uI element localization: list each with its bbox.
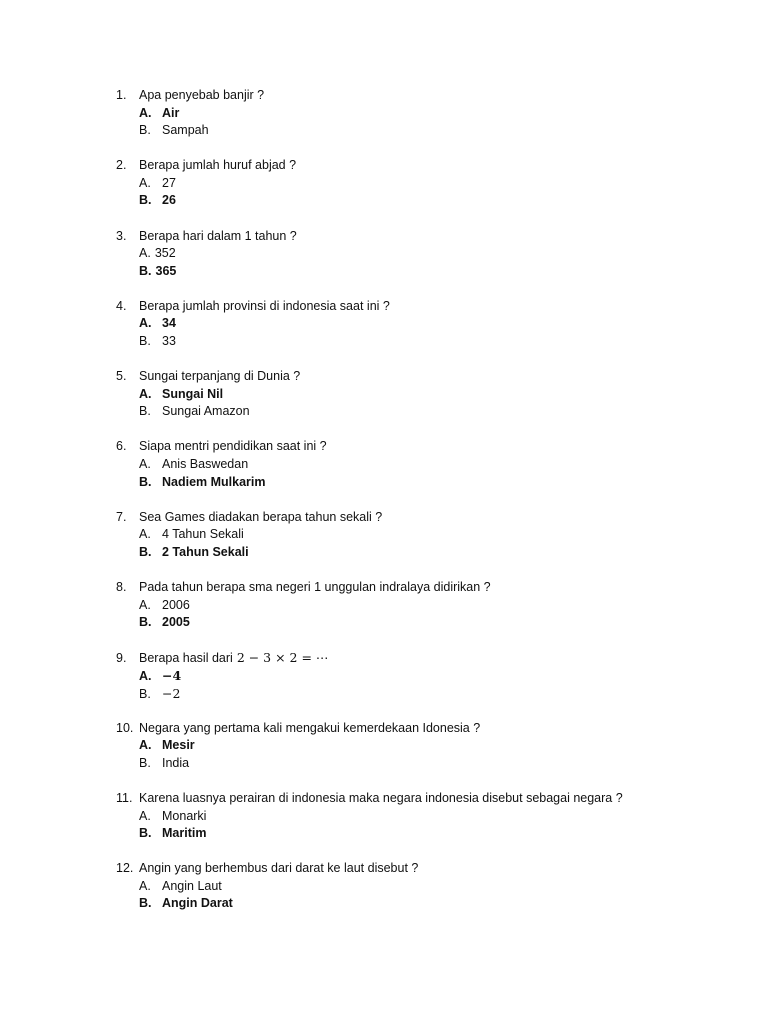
option-text: Sampah <box>162 123 209 138</box>
question-line <box>116 87 736 105</box>
question-number: 12. <box>116 861 134 876</box>
question-number: 8. <box>116 580 127 595</box>
option-text: 26 <box>162 193 176 208</box>
question-text: Apa penyebab banjir ? <box>139 88 265 102</box>
question-line <box>116 720 736 738</box>
question-item <box>116 720 736 790</box>
option-letter: B. <box>139 896 152 911</box>
answer-option <box>116 474 736 492</box>
option-letter: B. <box>139 334 151 349</box>
option-text: Maritim <box>162 826 207 841</box>
answer-option <box>116 878 736 896</box>
question-number: 1. <box>116 88 127 102</box>
answer-option <box>116 737 736 755</box>
question-number: 11. <box>116 790 133 805</box>
option-letter: A. <box>139 316 152 331</box>
answer-option <box>116 105 736 123</box>
option-letter: B. <box>139 474 152 489</box>
answer-option <box>116 175 736 193</box>
option-text: Sungai Amazon <box>162 404 250 419</box>
question-item <box>116 790 736 860</box>
answer-option <box>116 456 736 474</box>
question-number: 9. <box>116 651 127 666</box>
option-letter: B. <box>139 686 151 701</box>
answer-option <box>116 685 736 703</box>
question-text: Karena luasnya perairan di indonesia maka negara indonesia disebut sebagai negara ? <box>139 790 623 805</box>
option-letter: B. <box>139 755 151 770</box>
answer-option <box>116 808 736 826</box>
option-letter: A. <box>139 386 152 401</box>
question-text: Sungai terpanjang di Dunia ? <box>139 369 301 384</box>
question-item <box>116 157 736 227</box>
question-list <box>116 87 736 931</box>
answer-option <box>116 544 736 562</box>
option-text: Nadiem Mulkarim <box>162 474 266 489</box>
answer-option <box>116 386 736 404</box>
option-letter: B. <box>139 123 151 138</box>
option-text: Angin Darat <box>162 896 233 911</box>
answer-option <box>116 263 736 281</box>
question-item <box>116 649 736 719</box>
option-letter: B. <box>139 193 152 208</box>
question-line <box>116 509 736 527</box>
option-text: Angin Laut <box>162 878 222 893</box>
question-line <box>116 157 736 175</box>
option-text: −4 <box>162 667 182 683</box>
answer-option <box>116 245 736 263</box>
question-line <box>116 228 736 246</box>
answer-option <box>116 825 736 843</box>
question-line <box>116 790 736 808</box>
answer-option <box>116 667 736 685</box>
option-letter: A. <box>139 738 152 753</box>
question-item <box>116 509 736 579</box>
option-letter: A. <box>139 878 151 893</box>
question-text: Negara yang pertama kali mengakui kemerdekaan Idonesia ? <box>139 720 481 735</box>
option-letter: A. <box>139 246 151 261</box>
question-text: Pada tahun berapa sma negeri 1 unggulan indralaya didirikan ? <box>139 580 491 595</box>
question-item <box>116 298 736 368</box>
question-text: Berapa jumlah huruf abjad ? <box>139 158 297 173</box>
question-number: 7. <box>116 509 127 524</box>
option-letter: B. <box>139 404 151 419</box>
question-number: 10. <box>116 720 134 735</box>
option-text: −2 <box>162 685 181 701</box>
option-text: 34 <box>162 316 176 331</box>
question-number: 4. <box>116 298 127 313</box>
option-text: 365 <box>155 263 177 278</box>
answer-option <box>116 403 736 421</box>
question-item <box>116 438 736 508</box>
question-item <box>116 579 736 649</box>
question-line <box>116 298 736 316</box>
option-text: Sungai Nil <box>162 386 224 401</box>
question-text: Angin yang berhembus dari darat ke laut disebut ? <box>139 861 419 876</box>
option-letter: A. <box>139 527 151 542</box>
question-line <box>116 368 736 386</box>
answer-option <box>116 755 736 773</box>
option-letter: A. <box>139 175 151 190</box>
option-letter: A. <box>139 457 151 472</box>
option-letter: B. <box>139 544 152 559</box>
question-number: 3. <box>116 228 127 243</box>
question-number: 5. <box>116 369 127 384</box>
option-text: Anis Baswedan <box>162 457 249 472</box>
question-number: 2. <box>116 158 127 173</box>
option-text: 33 <box>162 334 176 349</box>
option-letter: A. <box>139 808 151 823</box>
answer-option <box>116 895 736 913</box>
question-item <box>116 228 736 298</box>
question-text: Sea Games diadakan berapa tahun sekali ? <box>139 509 383 524</box>
option-letter: A. <box>139 668 152 683</box>
question-line <box>116 649 736 667</box>
answer-option <box>116 597 736 615</box>
answer-option <box>116 122 736 140</box>
answer-option <box>116 315 736 333</box>
question-text: Berapa hasil dari <box>139 651 233 666</box>
option-text: 4 Tahun Sekali <box>162 527 244 542</box>
option-text: Air <box>162 105 180 120</box>
answer-option <box>116 192 736 210</box>
option-text: 2005 <box>162 615 190 630</box>
option-text: 352 <box>154 246 176 261</box>
question-text: Berapa jumlah provinsi di indonesia saat ini ? <box>139 298 390 313</box>
question-item <box>116 87 736 157</box>
question-line <box>116 579 736 597</box>
option-letter: B. <box>139 615 152 630</box>
option-letter: B. <box>139 826 152 841</box>
option-letter: B. <box>139 263 152 278</box>
option-text: India <box>162 755 190 770</box>
question-line <box>116 438 736 456</box>
question-text: Berapa hari dalam 1 tahun ? <box>139 228 297 243</box>
option-letter: A. <box>139 597 151 612</box>
question-text: Siapa mentri pendidikan saat ini ? <box>139 439 327 454</box>
option-text: Monarki <box>162 808 207 823</box>
option-text: 27 <box>162 175 176 190</box>
answer-option <box>116 614 736 632</box>
question-number: 6. <box>116 439 127 454</box>
option-letter: A. <box>139 105 152 120</box>
answer-option <box>116 526 736 544</box>
option-text: 2006 <box>162 597 190 612</box>
question-item <box>116 860 736 930</box>
question-math-expression: 2 − 3 × 2 = ⋯ <box>236 650 329 666</box>
question-item <box>116 368 736 438</box>
option-text: 2 Tahun Sekali <box>162 544 249 559</box>
answer-option <box>116 333 736 351</box>
question-line <box>116 860 736 878</box>
option-text: Mesir <box>162 738 195 753</box>
